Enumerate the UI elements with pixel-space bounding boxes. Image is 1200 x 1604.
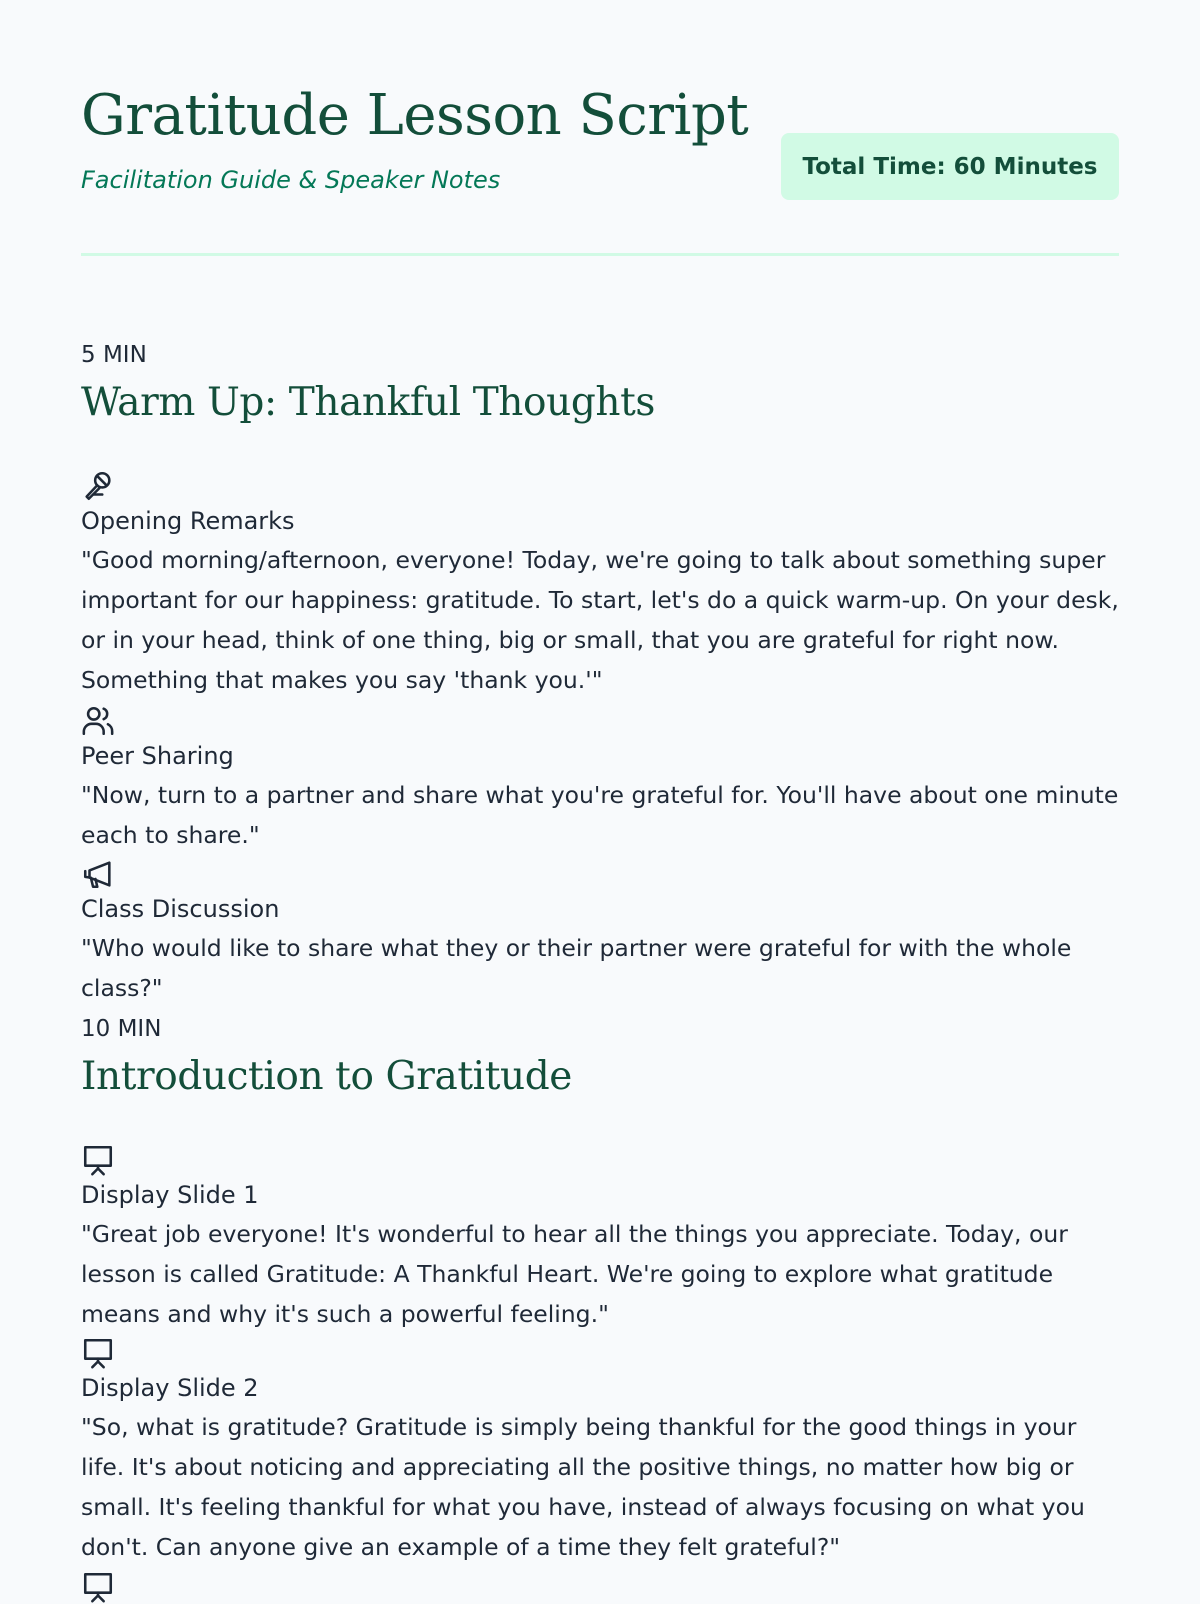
step-display-slide-2	[81, 1336, 1119, 1567]
page-title: Gratitude Lesson Script	[81, 83, 749, 148]
step-display-slide-3	[81, 1570, 1119, 1604]
step-label: Class Discussion	[81, 895, 280, 923]
total-time-badge: Total Time: 60 Minutes	[781, 133, 1119, 200]
step-script-text: "Who would like to share what they or their partner were grateful for with the whole class?"	[81, 934, 1072, 1002]
step-label: Peer Sharing	[81, 742, 234, 770]
step-script-text: "Good morning/afternoon, everyone! Today, we're going to talk about something super important for our happiness: gratitude. To start, let's do a quick warm-up. On your desk, or in your head, think of one thing, big or small, that you are grateful for right now. Something that makes you say 'thank you.'"	[81, 546, 1119, 694]
step-label: Opening Remarks	[81, 507, 295, 535]
step-script-text: "Great job everyone! It's wonderful to hear all the things you appreciate. Today, our lesson is called Gratitude: A Thankful Heart. We're going to explore what gratitude means and why it's such a powerful feeling."	[81, 1220, 1068, 1328]
step-label: Display Slide 1	[81, 1181, 259, 1209]
step-display-slide-1	[81, 1143, 1119, 1334]
section-title: Introduction to Gratitude	[81, 1054, 572, 1099]
section-introduction	[81, 1012, 1119, 1102]
header-divider	[81, 253, 1119, 256]
step-script-text: "So, what is gratitude? Gratitude is simply being thankful for the good things in your life. It's about noticing and appreciating all the positive things, no matter how big or small. It's feeling thankful for what you have, instead of always focusing on what you don't. Can anyone give an example of a time they felt grateful?"	[81, 1413, 1085, 1561]
step-peer-sharing	[81, 704, 1119, 855]
section-duration: 5 MIN	[81, 342, 147, 368]
step-label: Display Slide 2	[81, 1374, 259, 1402]
section-warm-up	[81, 338, 1119, 428]
presentation-icon	[81, 1143, 115, 1177]
step-class-discussion	[81, 857, 1119, 1008]
users-icon	[81, 704, 115, 738]
section-duration: 10 MIN	[81, 1016, 162, 1042]
presentation-icon	[81, 1570, 115, 1604]
section-title: Warm Up: Thankful Thoughts	[81, 380, 655, 425]
step-opening-remarks	[81, 469, 1119, 700]
page-subtitle: Facilitation Guide & Speaker Notes	[81, 166, 501, 194]
page-header	[81, 0, 1119, 256]
step-script-text: "Now, turn to a partner and share what you're grateful for. You'll have about one minute each to share."	[81, 781, 1119, 849]
megaphone-icon	[81, 857, 115, 891]
presentation-icon	[81, 1336, 115, 1370]
microphone-icon	[81, 469, 115, 503]
